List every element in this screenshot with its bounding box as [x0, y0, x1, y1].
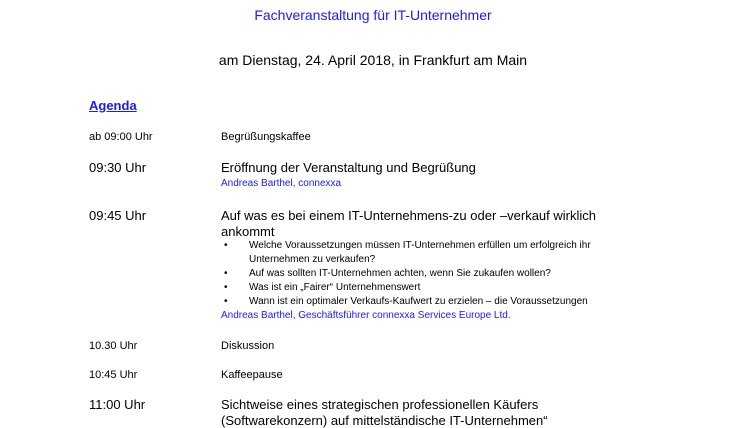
list-item-text: Wann ist ein optimaler Verkaufs-Kaufwert zu erzielen – die Voraussetzungen: [249, 296, 588, 307]
list-item: [224, 281, 421, 294]
bullet-icon: •: [224, 282, 228, 293]
list-item-text: Was ist ein „Fairer“ Unternehmenswert: [249, 282, 421, 293]
bullet-icon: •: [224, 296, 228, 307]
activity-label: Begrüßungskaffee: [221, 131, 311, 143]
activity-title-line: (Softwarekonzern) auf mittelständische IT-Unternehmen“: [221, 413, 548, 428]
time-label: 11:00 Uhr: [89, 397, 146, 412]
activity-title-line: ankommt: [221, 224, 275, 239]
list-item: [224, 239, 591, 252]
list-item-continuation: [249, 253, 375, 266]
activity-label: Eröffnung der Veranstaltung und Begrüßung: [221, 160, 476, 175]
list-item-text: Auf was sollten IT-Unternehmen achten, wenn Sie zukaufen wollen?: [249, 268, 551, 279]
time-label: 09:45 Uhr: [89, 208, 147, 223]
bullet-icon: •: [224, 268, 228, 279]
time-label: ab 09:00 Uhr: [89, 131, 153, 143]
bullet-icon: •: [224, 240, 228, 251]
list-item-text: Welche Voraussetzungen müssen IT-Unternehmen erfüllen um erfolgreich ihr: [249, 240, 591, 251]
activity-label: Kaffeepause: [221, 369, 283, 381]
activity-title-line: Sichtweise eines strategischen professionellen Käufers: [221, 397, 539, 412]
time-label: 10.30 Uhr: [89, 340, 138, 352]
activity-label: Diskussion: [221, 340, 275, 352]
speaker-name: Andreas Barthel, Geschäftsführer connexxa Services Europe Ltd.: [221, 310, 511, 321]
speaker-name: Andreas Barthel, connexxa: [221, 178, 342, 189]
event-date-location: am Dienstag, 24. April 2018, in Frankfurt am Main: [218, 52, 528, 68]
time-label: 10:45 Uhr: [89, 369, 138, 381]
list-item: [224, 295, 588, 308]
list-item-text: Unternehmen zu verkaufen?: [249, 254, 376, 265]
agenda-heading[interactable]: Agenda: [89, 98, 137, 113]
list-item: [224, 267, 551, 280]
activity-title-line: Auf was es bei einem IT-Unternehmens-zu oder –verkauf wirklich: [221, 208, 596, 223]
time-label: 09:30 Uhr: [89, 160, 147, 175]
document-title: Fachveranstaltung für IT-Unternehmer: [254, 7, 492, 23]
